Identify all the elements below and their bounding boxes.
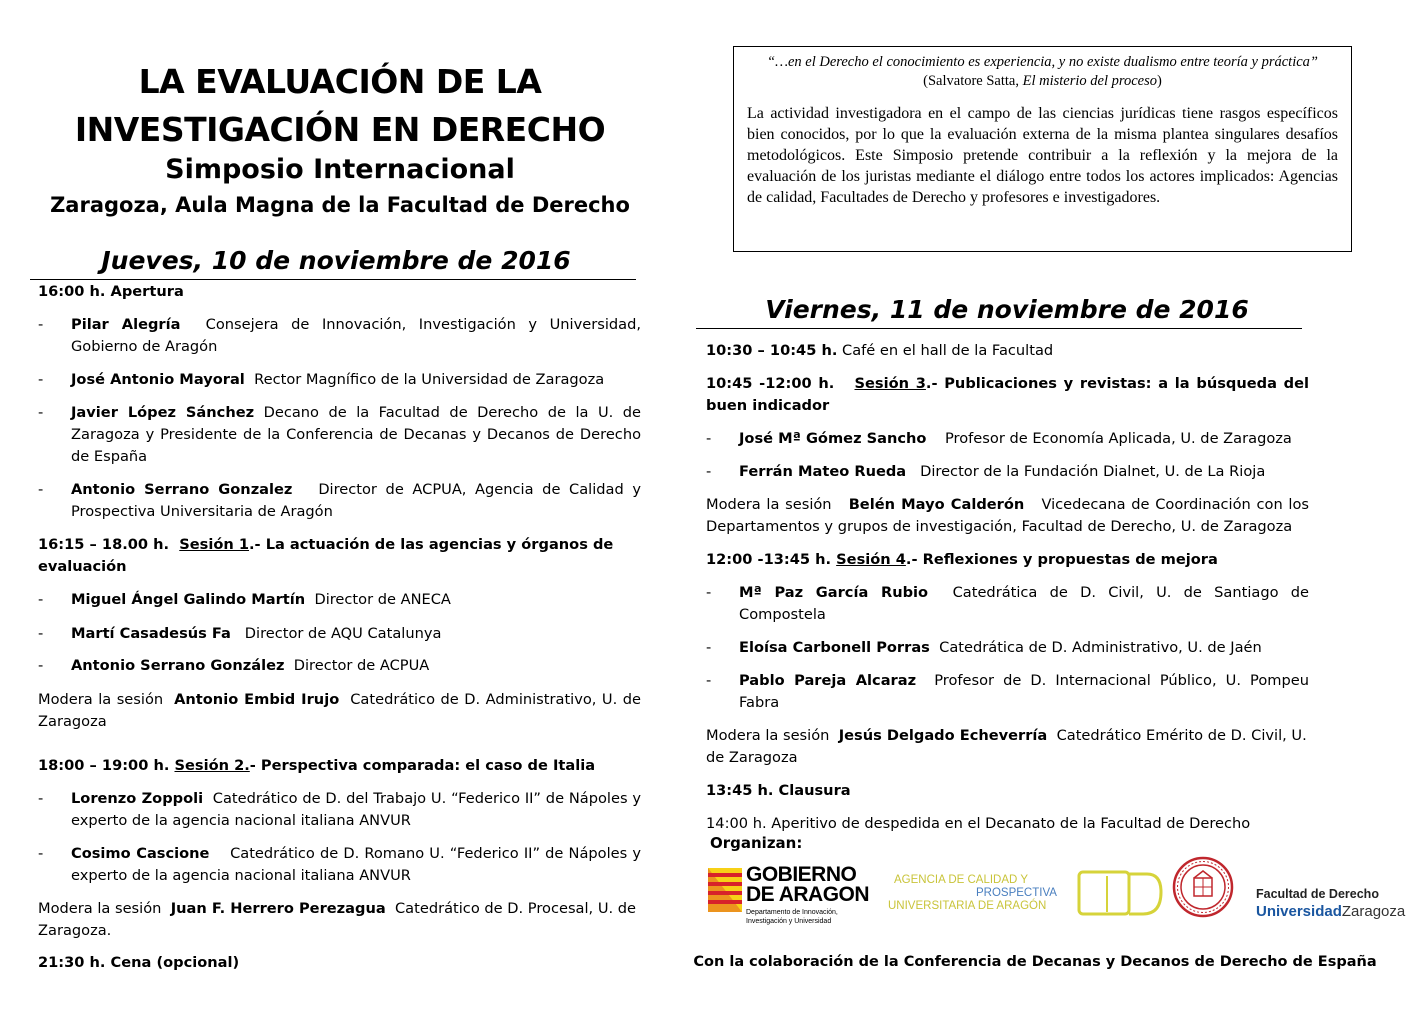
session-time: 12:00 -13:45 h. [706,551,832,568]
collaboration: Con la colaboración de la Conferencia de Decanas y Decanos de Derecho de España [693,954,1377,970]
list-item: - Pilar Alegría Consejera de Innovación, Investigación y Universidad, Gobierno de Aragón [38,316,641,355]
acpua-line2: PROSPECTIVA [976,887,1057,899]
session-time: 10:45 -12:00 h. [706,375,835,392]
moderator-prefix: Modera la sesión [706,727,830,744]
moderator-role: Catedrático de D. Administrativo, U. de Zaragoza [38,691,641,730]
speaker-role: Profesor de Economía Aplicada, U. de Zaragoza [945,430,1292,447]
speaker-name: Pablo Pareja Alcaraz [739,672,917,689]
speaker-role: Director de ANECA [314,591,451,608]
organizers-label: Organizan: [710,834,803,852]
quote [754,53,1331,91]
list-item: - Miguel Ángel Galindo Martín Director de ANECA [38,591,451,608]
speaker-name: José Antonio Mayoral [71,371,245,388]
intro-paragraph: La actividad investigadora en el campo de las ciencias jurídicas tiene rasgos específicos bien conocidos, por lo que la evaluación externa de la misma plantea singulares desafíos metodológicos. Este Simposio pretende contribuir a la reflexión y la mejora de la evaluación de los juristas mediante el diálogo entre todos los actores implicados: Agencias de calidad, Facultades de Derecho y profesores e investigadores. [747,105,1338,206]
speaker-role: Catedrático de D. del Trabajo U. “Federico II” de Nápoles y experto de la agencia nacional italiana ANVUR [71,790,641,829]
faculty-logo [1256,887,1405,920]
speaker-role: Catedrática de D. Administrativo, U. de Jaén [939,639,1262,656]
speaker-role: Profesor de D. Internacional Público, U. Pompeu Fabra [739,672,1309,711]
speaker-name: Mª Paz García Rubio [739,584,929,601]
speaker-name: Martí Casadesús Fa [71,625,231,642]
session1-header [38,534,641,578]
moderator-role: Catedrático Emérito de D. Civil, U. de Zaragoza [706,727,1307,766]
list-item: - Eloísa Carbonell Porras Catedrática de D. Administrativo, U. de Jaén [706,639,1262,656]
day1-program [38,281,641,974]
speaker-name: Ferrán Mateo Rueda [739,463,907,480]
session3-moderator [706,494,1309,538]
list-item: - Ferrán Mateo Rueda Director de la Fundación Dialnet, U. de La Rioja [706,463,1266,480]
speaker-role: Rector Magnífico de la Universidad de Zaragoza [254,371,605,388]
quote-author: (Salvatore Satta, [923,73,1019,89]
univ-city: Zaragoza [1341,903,1406,920]
session-label: Sesión 3 [854,375,926,392]
list-item: - Antonio Serrano González Director de ACPUA [38,657,430,674]
session4-moderator [706,725,1309,769]
list-item: - Mª Paz García Rubio Catedrática de D. Civil, U. de Santiago de Compostela [706,584,1309,623]
aperitif: 14:00 h. Aperitivo de despedida en el Decanato de la Facultad de Derecho [706,815,1251,832]
speaker-role: Catedrática de D. Civil, U. de Santiago de Compostela [739,584,1309,623]
speaker-name: Javier López Sánchez [71,404,255,421]
list-item: - José Mª Gómez Sancho Profesor de Economía Aplicada, U. de Zaragoza [706,430,1292,447]
speaker-name: Eloísa Carbonell Porras [739,639,930,656]
speaker-role: Director de ACPUA, Agencia de Calidad y Prospectiva Universitaria de Aragón [71,481,642,520]
acpua-emblem-icon [1077,868,1163,918]
moderator-name: Belén Mayo Calderón [848,496,1025,513]
gobierno-sub2: Investigación y Universidad [746,918,832,925]
acpua-line1: AGENCIA DE CALIDAD Y [894,874,1028,886]
speaker-name: Cosimo Cascione [71,845,210,862]
acpua-logo [888,874,1078,918]
coffee-text: Café en el hall de la Facultad [842,342,1054,359]
speaker-name: Pilar Alegría [71,316,181,333]
moderator-prefix: Modera la sesión [38,691,164,708]
gobierno-line1: GOBIERNO [746,863,857,886]
session-label: Sesión 1 [179,536,250,553]
acpua-line3: UNIVERSITARIA DE ARAGÓN [888,900,1047,912]
gobierno-sub1: Departamento de Innovación, [746,909,838,916]
list-item: - Javier López Sánchez Decano de la Facultad de Derecho de la U. de Zaragoza y Presidente de la Conferencia de Decanas y Decanos de Derecho de España [38,404,641,465]
session4-header [706,549,1309,571]
moderator-name: Jesús Delgado Echeverría [838,727,1048,744]
moderator-name: Juan F. Herrero Perezagua [170,900,386,917]
moderator-name: Antonio Embid Irujo [174,691,340,708]
quote-text: “…en el Derecho el conocimiento es experiencia, y no existe dualismo entre teoría y práctica” [767,54,1318,70]
aragon-flag-icon [708,868,742,912]
day2-heading: Viernes, 11 de noviembre de 2016 [765,295,1249,324]
speaker-role: Decano de la Facultad de Derecho de la U. de Zaragoza y Presidente de la Conferencia de Decanas y Decanos de Derecho de España [71,404,641,465]
quote-close: ) [1157,73,1162,89]
session-label: Sesión 2. [174,757,250,774]
faculty-name: Facultad de Derecho [1256,887,1379,901]
day2-rule [696,328,1302,329]
session-title: .- Publicaciones y revistas: a la búsqueda del buen indicador [706,375,1309,414]
list-item: - Pablo Pareja Alcaraz Profesor de D. Internacional Público, U. Pompeu Fabra [706,672,1309,711]
symposium-title [40,58,640,154]
speaker-name: Lorenzo Zoppoli [71,790,204,807]
session-time: 16:15 – 18.00 h. [38,536,170,553]
closing: 13:45 h. Clausura [706,782,851,799]
session-label: Sesión 4 [836,551,906,568]
subtitle: Simposio Internacional [165,154,515,185]
speaker-name: Miguel Ángel Galindo Martín [71,591,306,608]
day1-rule [30,279,636,280]
speaker-role: Director de la Fundación Dialnet, U. de La Rioja [920,463,1266,480]
speaker-role: Director de AQU Catalunya [244,625,442,642]
title-line-2: INVESTIGACIÓN EN DERECHO [74,110,606,149]
speaker-role: Director de ACPUA [293,657,430,674]
session-title: - Perspectiva comparada: el caso de Italia [249,757,596,774]
session2-moderator [38,898,641,942]
list-item: - José Antonio Mayoral Rector Magnífico de la Universidad de Zaragoza [38,371,605,388]
university-seal-icon [1172,856,1234,918]
list-item: - Lorenzo Zoppoli Catedrático de D. del Trabajo U. “Federico II” de Nápoles y experto de la agencia nacional italiana ANVUR [38,790,641,829]
session-title: .- La actuación de las agencias y órganos de evaluación [38,536,614,575]
moderator-role: Catedrático de D. Procesal, U. de Zaragoza. [38,900,637,939]
session1-moderator [38,689,641,733]
opening: 16:00 h. Apertura [38,283,184,300]
quote-book: El misterio del proceso [1022,73,1157,89]
session3-header [706,373,1309,417]
speaker-role: Consejera de Innovación, Investigación y Universidad, Gobierno de Aragón [71,316,641,355]
list-item: - Martí Casadesús Fa Director de AQU Catalunya [38,625,442,642]
moderator-role: Vicedecana de Coordinación con los Departamentos y grupos de investigación, Facultad de Derecho, U. de Zaragoza [706,496,1309,535]
list-item: - Cosimo Cascione Catedrático de D. Romano U. “Federico II” de Nápoles y experto de la agencia nacional italiana ANVUR [38,845,642,884]
day1-heading: Jueves, 10 de noviembre de 2016 [101,246,571,275]
speaker-name: Antonio Serrano Gonzalez [71,481,293,498]
dinner: 21:30 h. Cena (opcional) [38,954,240,971]
session-title: .- Reflexiones y propuestas de mejora [905,551,1218,568]
list-item: - Antonio Serrano Gonzalez Director de ACPUA, Agencia de Calidad y Prospectiva Universitaria de Aragón [38,481,642,520]
univ-bold: Universidad [1256,903,1342,920]
gobierno-aragon-logo [708,863,883,930]
speaker-name: Antonio Serrano González [71,657,285,674]
day2-program [706,340,1309,835]
speaker-name: José Mª Gómez Sancho [739,430,927,447]
coffee-time: 10:30 – 10:45 h. [706,342,838,359]
session2-header [38,755,641,777]
speaker-role: Catedrático de D. Romano U. “Federico II” de Nápoles y experto de la agencia nacional italiana ANVUR [71,845,642,884]
title-line-1: LA EVALUACIÓN DE LA [138,62,542,101]
gobierno-line2: DE ARAGON [746,883,870,906]
location: Zaragoza, Aula Magna de la Facultad de Derecho [50,193,630,217]
coffee-break [706,340,1309,362]
quote-box [733,46,1352,252]
moderator-prefix: Modera la sesión [706,496,832,513]
session-time: 18:00 – 19:00 h. [38,757,170,774]
moderator-prefix: Modera la sesión [38,900,162,917]
